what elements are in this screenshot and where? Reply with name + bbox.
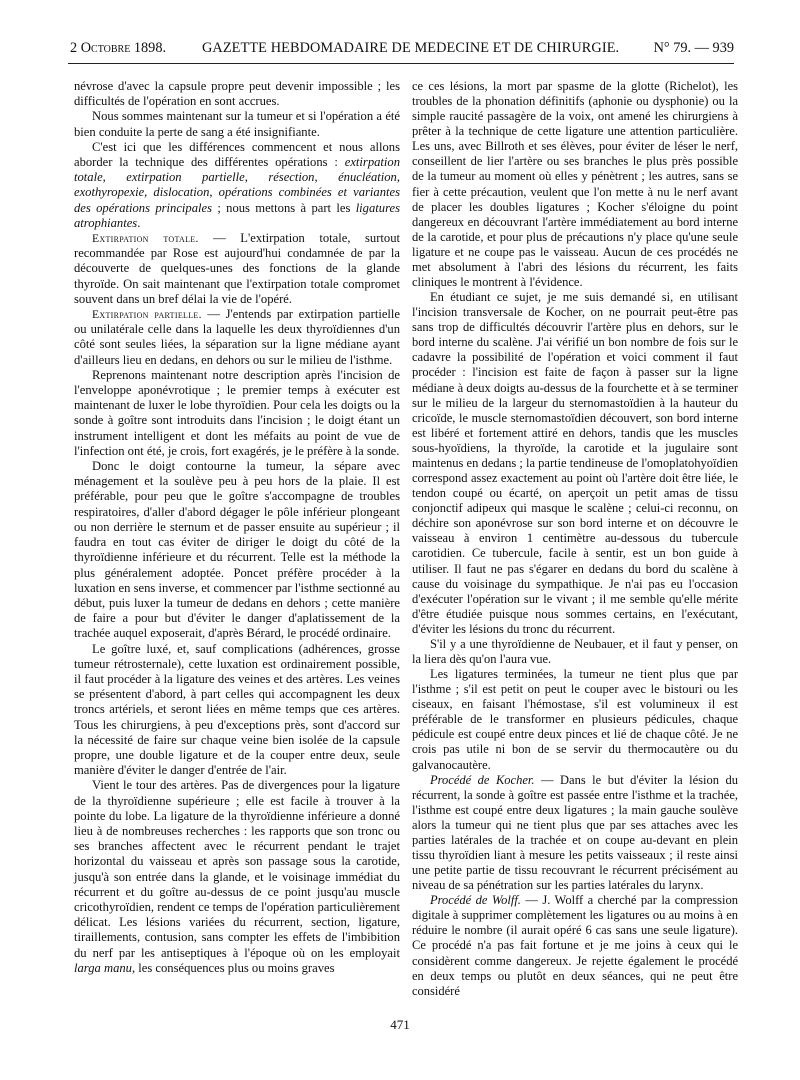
paragraph: Procédé de Kocher. — Dans le but d'éviter la lésion du récurrent, la sonde à goître est passée entre l'isthme et la trachée, l'isthme est coupé entre deux ligatures ; la main gauche soulève alors la tumeur qui ne tient plus que par ses attaches avec les parties latérales de la trachée et on coupe au-devant en plein tissu thyroïdien liant à mesure les petits vaisseaux ; il reste ainsi une petite partie de tissu recouvrant le récurrent précisément au niveau de sa pénétration sur les parties latérales du larynx. [412, 772, 738, 893]
paragraph: ce ces lésions, la mort par spasme de la glotte (Richelot), les troubles de la phonation définitifs (aphonie ou dysphonie) ou la simple raucité passagère de la voix, ont amené les chirurgiens à prêter à la technique de cette ligature une attention particulière. Les uns, avec Billroth et ses élèves, pour éviter de léser le nerf, conseillent de lier l'artère ou ses branches le plus près possible de la tumeur au moment où elles y pénètrent ; les autres, sans se fier à cette précaution, veulent que l'on mette à nu le nerf avant de placer les doubles ligatures ; Kocher s'éloigne du point dangereux en découvrant l'artère immédiatement au bord interne de la carotide, et pour plus de précautions n'y place qu'une seule ligature et ne coupe pas le vaisseau. Aucun de ces procédés ne met absolument à l'abri des lésions du récurrent, les faits cliniques le montrent à l'évidence. [412, 79, 738, 290]
paragraph: C'est ici que les différences commencent et nous allons aborder la technique des différentes opérations : extirpation totale, extirpation partielle, résection, énucléation, exothyropexie, dislocation, opérations combinées et variantes des opérations principales ; nous mettons à part les ligatures atrophiantes. [74, 139, 400, 230]
paragraph: Reprenons maintenant notre description après l'incision de l'enveloppe aponévrotique ; le premier temps à exécuter est maintenant de luxer le lobe thyroïdien. Pour cela les doigts ou la sonde à goître sont introduits dans l'incision ; le doigt étant un instrument intelligent et dont les méfaits au point de vue de l'infection ont été, je crois, fort exagérés, je le préfère à la sonde. [74, 367, 400, 458]
emphasis: extirpation totale, extirpation partielle, résection, énucléation, exothyropexie, dislocation, opérations combinées et variantes des opérations principales [74, 155, 400, 215]
paragraph: Le goître luxé, et, sauf complications (adhérences, grosse tumeur rétrosternale), cette luxation est ordinairement possible, il faut procéder à la ligature des veines et des artères. Les veines se présentent d'abord, à part celles qui accompagnent les deux troncs artériels, et seront liées en même temps que ces artères. Tous les chirurgiens, à peu d'exceptions près, sont d'accord sur la nécessité de faire sur chaque veine bien isolée de la capsule propre, une double ligature et de la couper entre deux, seule manière d'éviter le danger d'entrée de l'air. [74, 641, 400, 778]
journal-title: GAZETTE HEBDOMADAIRE DE MEDECINE ET DE CHIRURGIE. [202, 40, 620, 56]
paragraph: Procédé de Wolff. — J. Wolff a cherché par la compression digitale à supprimer complètement les ligatures ou au moins à en réduire le nombre (il aurait opéré 6 cas sans une seule ligature). Ce procédé n'a pas fait fortune et je me joins à ceux qui le considèrent comme dangereux. Je rejette également le procédé en deux temps ou plutôt en deux séances, qui ne peut être considéré [412, 893, 738, 998]
paragraph: Donc le doigt contourne la tumeur, la sépare avec ménagement et la soulève peu à peu hors de la plaie. Il est préférable, pour peu que le goître s'accompagne de troubles respiratoires, d'aller d'abord dégager le pôle inférieur plongeant ou non derrière le sternum et de passer ensuite au supérieur ; il faudra en tout cas éviter de diriger le doigt du côté de la thyroïdienne inférieure et du récurrent. Telle est la méthode la plus généralement adoptée. Poncet préfère procéder à la luxation en sens inverse, et commencer par l'isthme sectionné au début, puis luxer la tumeur de dedans en dehors ; cette manière de faire a pour but d'éviter le danger d'aplatissement de la trachée auquel exposerait, d'après Bérard, le procédé ordinaire. [74, 459, 400, 641]
procedure-heading: Procédé de Wolff. [430, 893, 521, 908]
page-number: 471 [390, 1017, 410, 1032]
header-rule [68, 63, 734, 64]
section-heading: Extirpation partielle. [92, 308, 202, 322]
procedure-heading: Procédé de Kocher. [430, 772, 535, 787]
header-date: 2 Octobre 1898. [70, 40, 167, 56]
section-heading: Extirpation totale. [92, 232, 199, 246]
left-column [74, 79, 400, 976]
paragraph: S'il y a une thyroïdienne de Neubauer, et il faut y penser, on la liera dès qu'on l'aura vue. [412, 636, 738, 666]
emphasis: ligatures atrophiantes [74, 200, 400, 230]
paragraph: névrose d'avec la capsule propre peut devenir impossible ; les difficultés de l'opération en sont accrues. [74, 79, 400, 109]
paragraph: Vient le tour des artères. Pas de divergences pour la ligature de la thyroïdienne supérieure ; elle est facile à trouver à la pointe du lobe. La ligature de la thyroïdienne inférieure a donné lieu à de nombreuses recherches : les rapports que son tronc ou ses branches affectent avec le récurrent pendant le trajet horizontal du vaisseau et après son passage sous la carotide, jusqu'à son entrée dans la glande, et le voisinage immédiat du récurrent et du goître au-dessus de ce point jusqu'au muscle cricothyroïdien, rendent ce temps de l'opération particulièrement délicat. Les lésions variées du récurrent, section, ligature, tiraillements, contusion, sans compter les effets de l'imbibition du nerf par les antiseptiques à l'époque où on les employait larga manu, les conséquences plus ou moins graves [74, 778, 400, 975]
right-column [412, 79, 738, 999]
paragraph: Extirpation totale. — L'extirpation totale, surtout recommandée par Rose est aujourd'hui condamnée de par la découverte de quelques-unes des fonctions de la glande thyroïde. On sait maintenant que l'extirpation totale compromet souvent dans un bref délai la vie de l'opéré. [74, 231, 400, 306]
issue-and-page: N° 79. — 939 [653, 40, 734, 56]
paragraph: Extirpation partielle. — J'entends par extirpation partielle ou unilatérale celle dans la laquelle les deux thyroïdiennes d'un côté sont seules liées, la séparation sur la ligne médiane ayant d'ailleurs lieu en dedans, en dehors ou sur le milieu de l'isthme. [74, 307, 400, 367]
running-header [70, 38, 734, 60]
paragraph: Nous sommes maintenant sur la tumeur et si l'opération a été bien conduite la perte de sang a été insignifiante. [74, 109, 400, 139]
paragraph: En étudiant ce sujet, je me suis demandé si, en utilisant l'incision transversale de Kocher, on ne pourrait peut-être pas sans trop de difficultés découvrir l'artère plus en dehors, sur le bord interne du scalène. J'ai vérifié un bon nombre de fois sur le cadavre la possibilité de l'opération et voici comment il faut procéder : l'incision est faite de façon à passer sur la ligne médiane à deux doigts au-dessus de la fourchette et à se terminer sur le milieu de la largeur du sternomastoïdien à la hauteur du cricoïde, le muscle sternomastoïdien découvert, son bord interne est libéré et fortement attiré en dehors, tandis que les muscles sous-hyoïdiens, la thyroïde, la carotide et la jugulaire sont maintenus en dedans ; la partie tendineuse de l'omoplatohyoïdien correspond assez exactement au point où l'artère doit être liée, le tendon coupé ou écarté, on aperçoit un petit amas de tissu conjonctif adipeux qui masque le scalène ; celui-ci reconnu, on déchire son aponévrose sur son bord interne et on découvre le vaisseau à environ 1 centimètre au-dessous du tubercule carotidien. Ce tubercule, facile à sentir, est un bon guide à utiliser. Il faut ne pas s'égarer en dedans du bord du scalène à cause du voisinage du sympathique. Je n'ai pas eu l'occasion d'exécuter l'opération sur le vivant ; il me semble qu'elle mérite d'être étudiée puisque nous sommes certains, en l'exécutant, d'éviter les lésions du tronc du récurrent. [412, 290, 738, 636]
emphasis: larga manu [74, 960, 132, 975]
paragraph: Les ligatures terminées, la tumeur ne tient plus que par l'isthme ; s'il est petit on peut le couper avec le bistouri ou les ciseaux, en faisant l'hémostase, s'il est volumineux il est préférable de le transformer en plusieurs pédicules, chaque pédicule est coupé entre deux pinces et lié de chaque côté. Je ne crois pas utile ni bon de se servir du thermocautère ou du galvanocautère. [412, 667, 738, 772]
